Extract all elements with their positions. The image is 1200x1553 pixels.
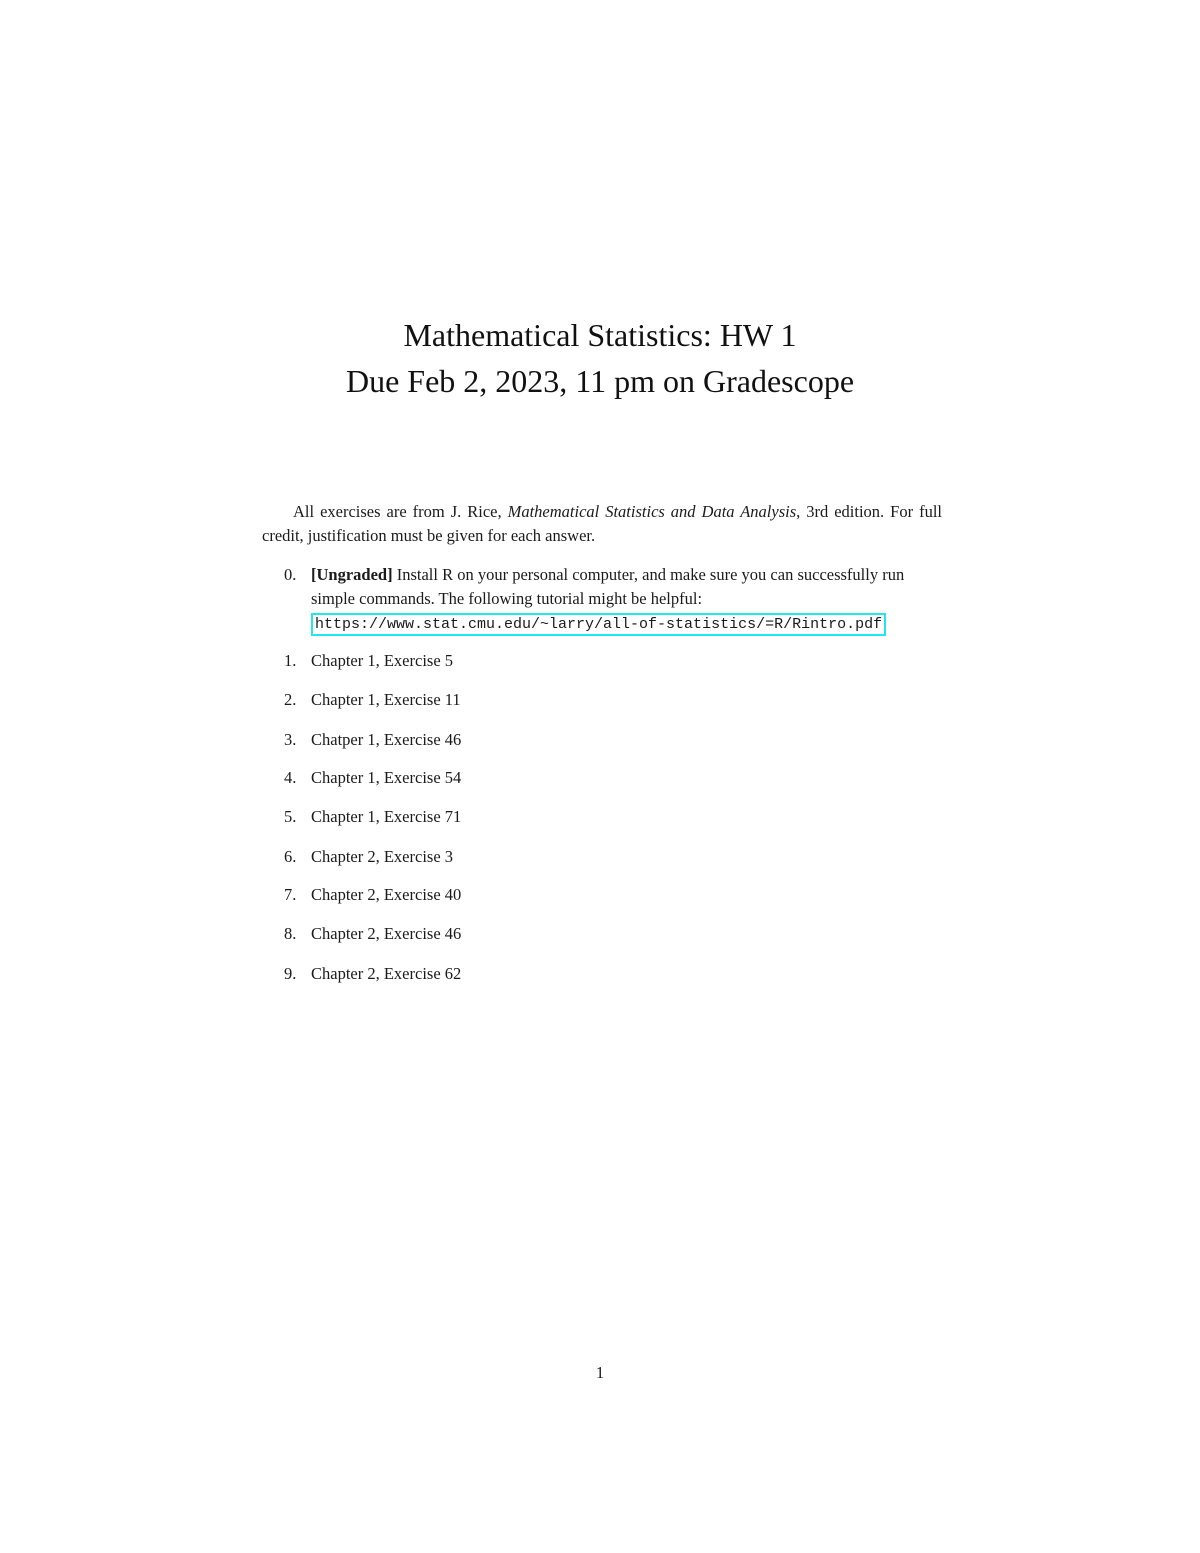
list-item bbox=[284, 883, 984, 907]
list-item bbox=[284, 766, 984, 790]
item-text: Install R on your personal computer, and make sure you can successfully run simple commands. The following tutorial might be helpful: bbox=[311, 565, 905, 608]
item-text: Chapter 1, Exercise 54 bbox=[311, 768, 462, 787]
item-number: 6. bbox=[284, 847, 297, 866]
item-number: 0. bbox=[284, 565, 297, 584]
list-item bbox=[284, 922, 984, 946]
list-item bbox=[284, 728, 984, 752]
list-item-0 bbox=[284, 563, 984, 636]
item-number: 8. bbox=[284, 924, 297, 943]
tutorial-link[interactable]: https://www.stat.cmu.edu/~larry/all-of-statistics/=R/Rintro.pdf bbox=[311, 613, 886, 636]
list-item bbox=[284, 805, 984, 829]
item-number: 5. bbox=[284, 807, 297, 826]
item-text: Chapter 2, Exercise 46 bbox=[311, 924, 462, 943]
page-title: Mathematical Statistics: HW 1 bbox=[403, 317, 797, 353]
item-text: Chapter 1, Exercise 5 bbox=[311, 651, 454, 670]
page-number: 1 bbox=[595, 1363, 605, 1382]
item-text: Chatper 1, Exercise 46 bbox=[311, 730, 462, 749]
item-number: 1. bbox=[284, 651, 297, 670]
item-text: Chapter 2, Exercise 40 bbox=[311, 885, 462, 904]
item-number: 4. bbox=[284, 768, 297, 787]
list-item bbox=[284, 962, 984, 986]
item-text: Chapter 1, Exercise 11 bbox=[311, 690, 461, 709]
book-title: Mathematical Statistics and Data Analysis bbox=[507, 502, 797, 521]
title-block bbox=[0, 312, 1200, 404]
ungraded-label: [Ungraded] bbox=[311, 565, 393, 584]
due-date: Due Feb 2, 2023, 11 pm on Gradescope bbox=[345, 363, 855, 399]
intro-prefix: All exercises are from J. Rice, bbox=[293, 502, 508, 521]
item-number: 3. bbox=[284, 730, 297, 749]
intro-suffix: , 3rd edition. For full credit, justification must be given for each answer. bbox=[262, 502, 942, 545]
item-text: Chapter 1, Exercise 71 bbox=[311, 807, 462, 826]
item-number: 7. bbox=[284, 885, 297, 904]
list-item bbox=[284, 649, 984, 673]
item-number: 2. bbox=[284, 690, 297, 709]
item-text: Chapter 2, Exercise 62 bbox=[311, 964, 462, 983]
list-item bbox=[284, 845, 984, 869]
item-body bbox=[311, 563, 951, 636]
list-item bbox=[284, 688, 984, 712]
item-text: Chapter 2, Exercise 3 bbox=[311, 847, 454, 866]
item-number: 9. bbox=[284, 964, 297, 983]
intro-paragraph bbox=[262, 500, 942, 548]
